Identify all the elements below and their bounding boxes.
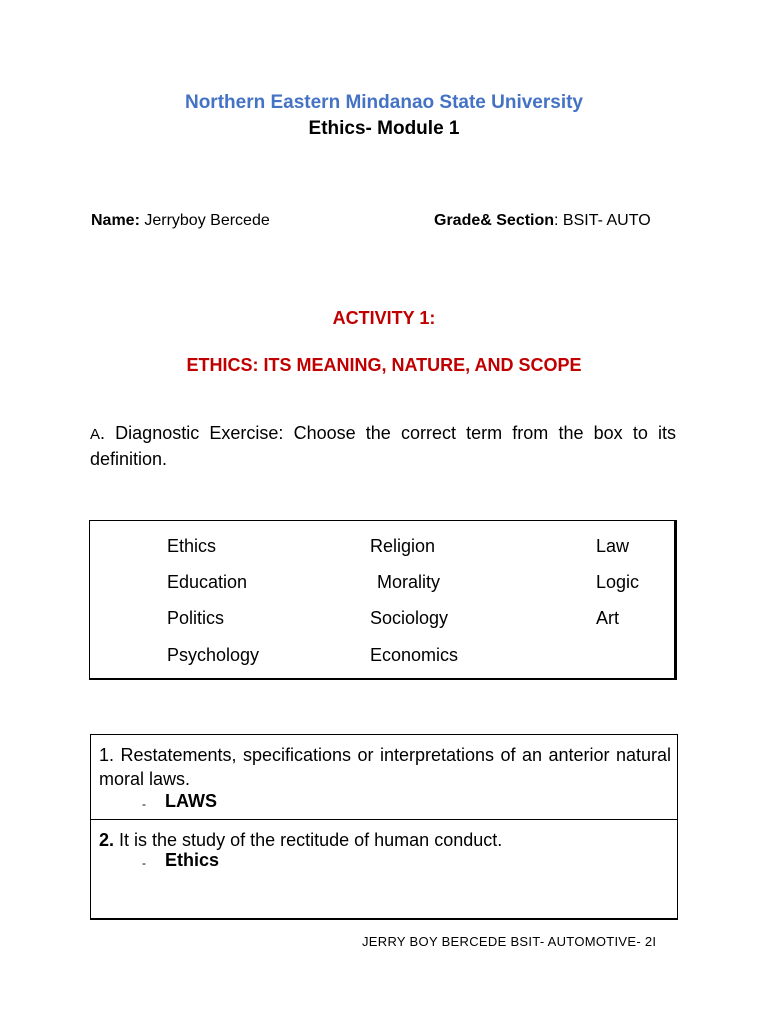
module-title: Ethics- Module 1	[308, 118, 460, 139]
question-text	[99, 828, 671, 852]
activity-title: ACTIVITY 1:	[332, 308, 436, 328]
grade-section-label: Grade& Section	[434, 212, 555, 229]
question-row	[91, 735, 677, 820]
term: Law	[596, 536, 630, 556]
footer-text: JERRY BOY BERCEDE BSIT- AUTOMOTIVE- 2I	[362, 934, 657, 949]
term: Religion	[370, 536, 436, 556]
question-number: 1.	[99, 745, 115, 765]
university-title: Northern Eastern Mindanao State University	[184, 92, 584, 113]
term: Logic	[596, 572, 640, 592]
term: Art	[596, 608, 620, 628]
question-table	[90, 734, 678, 920]
grade-section-line	[434, 212, 651, 230]
question-number: 2.	[99, 830, 115, 850]
answer-text: Ethics	[165, 850, 220, 870]
activity-subtitle: ETHICS: ITS MEANING, NATURE, AND SCOPE	[186, 355, 582, 375]
question-row	[91, 820, 677, 918]
term-box	[89, 520, 677, 680]
name-label: Name:	[91, 212, 140, 229]
question-text	[99, 743, 671, 791]
term: Sociology	[370, 608, 449, 628]
term: Ethics	[167, 536, 217, 556]
term: Psychology	[167, 645, 260, 665]
term: Education	[167, 572, 248, 592]
answer-bullet: -	[142, 856, 146, 870]
question-body: Restatements, specifications or interpretations of an anterior natural moral laws.	[99, 745, 671, 789]
instruction-text: . Diagnostic Exercise: Choose the correct term from the box to its definition.	[90, 423, 676, 469]
answer-bullet: -	[142, 797, 146, 811]
answer-text: LAWS	[165, 791, 217, 811]
instruction	[90, 421, 676, 471]
term: Economics	[370, 645, 459, 665]
term: Morality	[377, 572, 441, 592]
name-value: Jerryboy Bercede	[139, 212, 270, 229]
name-line	[91, 212, 270, 230]
question-body: It is the study of the rectitude of human conduct.	[114, 830, 503, 850]
term: Politics	[167, 608, 225, 628]
instruction-prefix: A	[90, 426, 101, 443]
grade-section-value: : BSIT- AUTO	[554, 212, 651, 229]
